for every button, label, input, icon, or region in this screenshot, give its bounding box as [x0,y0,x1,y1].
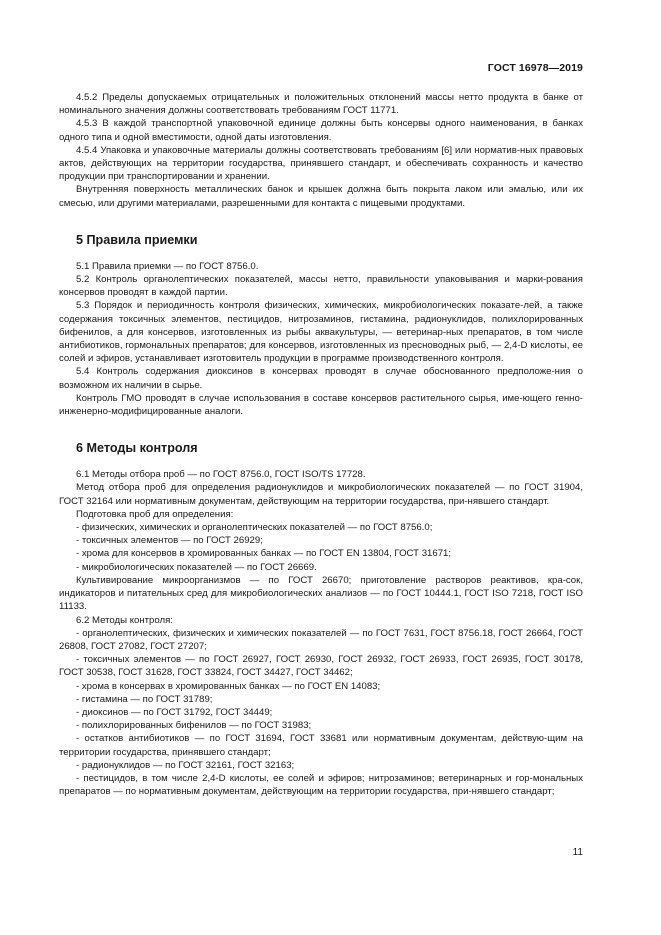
list-item: - полихлорированных бифенилов — по ГОСТ 31983; [76,720,312,732]
paragraph-5-3: 5.3 Порядок и периодичность контроля физических, химических, микробиологических показате-лей, а также содержания токсичных элементов, пестицидов, нитрозаминов, гистамина, радионуклидов, полихлорированных бифенилов, а для консервов, изготовленных из рыбы аквакультуры, — ветеринар-ных препаратов, в том числе антибиотиков, гормональных препаратов; для консервов, изготовленных из пресноводных рыб, — 2,4-D кислоты, ее солей и эфиров, устанавливает изготовитель продукции в программе производственного контроля. [59,300,583,365]
paragraph-6-2: 6.2 Методы контроля: [76,614,173,626]
list-item: - микробиологических показателей — по ГОСТ 26669. [76,561,317,573]
paragraph-5-4: 5.4 Контроль содержания диоксинов в консервах проводят в случае обоснованного предположе-ния о возможном их наличии в сырье. [59,366,583,391]
document-id: ГОСТ 16978—2019 [487,62,583,74]
paragraph-sample-prep: Подготовка проб для определения: [76,508,234,520]
paragraph-4-5-4: 4.5.4 Упаковка и упаковочные материалы должны соответствовать требованиям [6] или норматив-ных правовых актов, действующих на территории государства, принявшего стандарт, и обеспечивать сохранность и качество продукции при транспортировании и хранении. [59,144,583,183]
list-item: - радионуклидов — по ГОСТ 32161, ГОСТ 32163; [76,759,295,771]
section-heading-6: 6 Методы контроля [76,441,198,456]
section-heading-5: 5 Правила приемки [76,232,198,247]
list-item: - пестицидов, в том числе 2,4-D кислоты, ее солей и эфиров; нитрозаминов; ветеринарных и гор-мональных препаратов — по нормативным документам, действующим на территории государства, при-нявшего стандарт; [59,772,583,798]
paragraph-4-5-3: 4.5.3 В каждой транспортной упаковочной единице должны быть консервы одного наименования, в банках одного типа и одной вместимости, одной даты изготовления. [59,118,583,143]
list-item: - остатков антибиотиков — по ГОСТ 31694, ГОСТ 33681 или нормативным документам, действую-щим на территории государства, принявшего стандарт; [59,733,583,758]
list-item: - токсичных элементов — по ГОСТ 26927, ГОСТ 26930, ГОСТ 26932, ГОСТ 26933, ГОСТ 26935, ГОСТ 30178, ГОСТ 30538, ГОСТ 31628, ГОСТ 33824, ГОСТ 34427, ГОСТ 34462; [59,654,583,679]
list-item: - органолептических, физических и химических показателей — по ГОСТ 7631, ГОСТ 8756.18, ГОСТ 26664, ГОСТ 26808, ГОСТ 27082, ГОСТ 27207; [59,627,583,652]
paragraph-5-1: 5.1 Правила приемки — по ГОСТ 8756.0. [76,260,259,272]
list-item: - хрома для консервов в хромированных банках — по ГОСТ EN 13804, ГОСТ 31671; [76,548,452,560]
paragraph-6-1: 6.1 Методы отбора проб — по ГОСТ 8756.0, ГОСТ ISO/TS 17728. [76,469,366,481]
list-item: - хрома в консервах в хромированных банках — по ГОСТ EN 14083; [76,680,381,692]
paragraph-cultivation: Культивирование микроорганизмов — по ГОСТ 26670; приготовление растворов реактивов, кра-сок, индикаторов и питательных сред для микробиологических анализов — по ГОСТ 10444.1, ГОСТ ISO 7218, ГОСТ ISO 11133. [59,574,583,613]
paragraph-inner-surface: Внутренняя поверхность металлических банок и крышек должна быть покрыта лаком или эмалью, или их смесью, или другими материалами, разрешенными для контакта с пищевыми продуктами. [59,184,583,209]
paragraph-gmo: Контроль ГМО проводят в случае использования в составе консервов растительного сырья, име-ющего генно-инженерно-модифицированные аналоги. [59,392,583,418]
list-item: - диоксинов — по ГОСТ 31792, ГОСТ 34449; [76,706,273,718]
document-body [59,91,583,798]
paragraph-sampling-method: Метод отбора проб для определения радионуклидов и микробиологических показателей — по ГОСТ 31904, ГОСТ 32164 или нормативным документам, действующим на территории государства, при-нявшего стандарт. [59,482,583,507]
paragraph-4-5-2: 4.5.2 Пределы допускаемых отрицательных и положительных отклонений массы нетто продукта в банке от номинального значения должны соответствовать требованиям ГОСТ 11771. [59,92,583,117]
page-number: 11 [572,847,583,858]
list-item: - физических, химических и органолептических показателей — по ГОСТ 8756.0; [76,522,433,534]
paragraph-5-2: 5.2 Контроль органолептических показателей, массы нетто, правильности упаковывания и марки-рования консервов проводят в каждой партии. [59,274,583,299]
list-item: - токсичных элементов — по ГОСТ 26929; [76,535,263,547]
list-item: - гистамина — по ГОСТ 31789; [76,693,213,705]
